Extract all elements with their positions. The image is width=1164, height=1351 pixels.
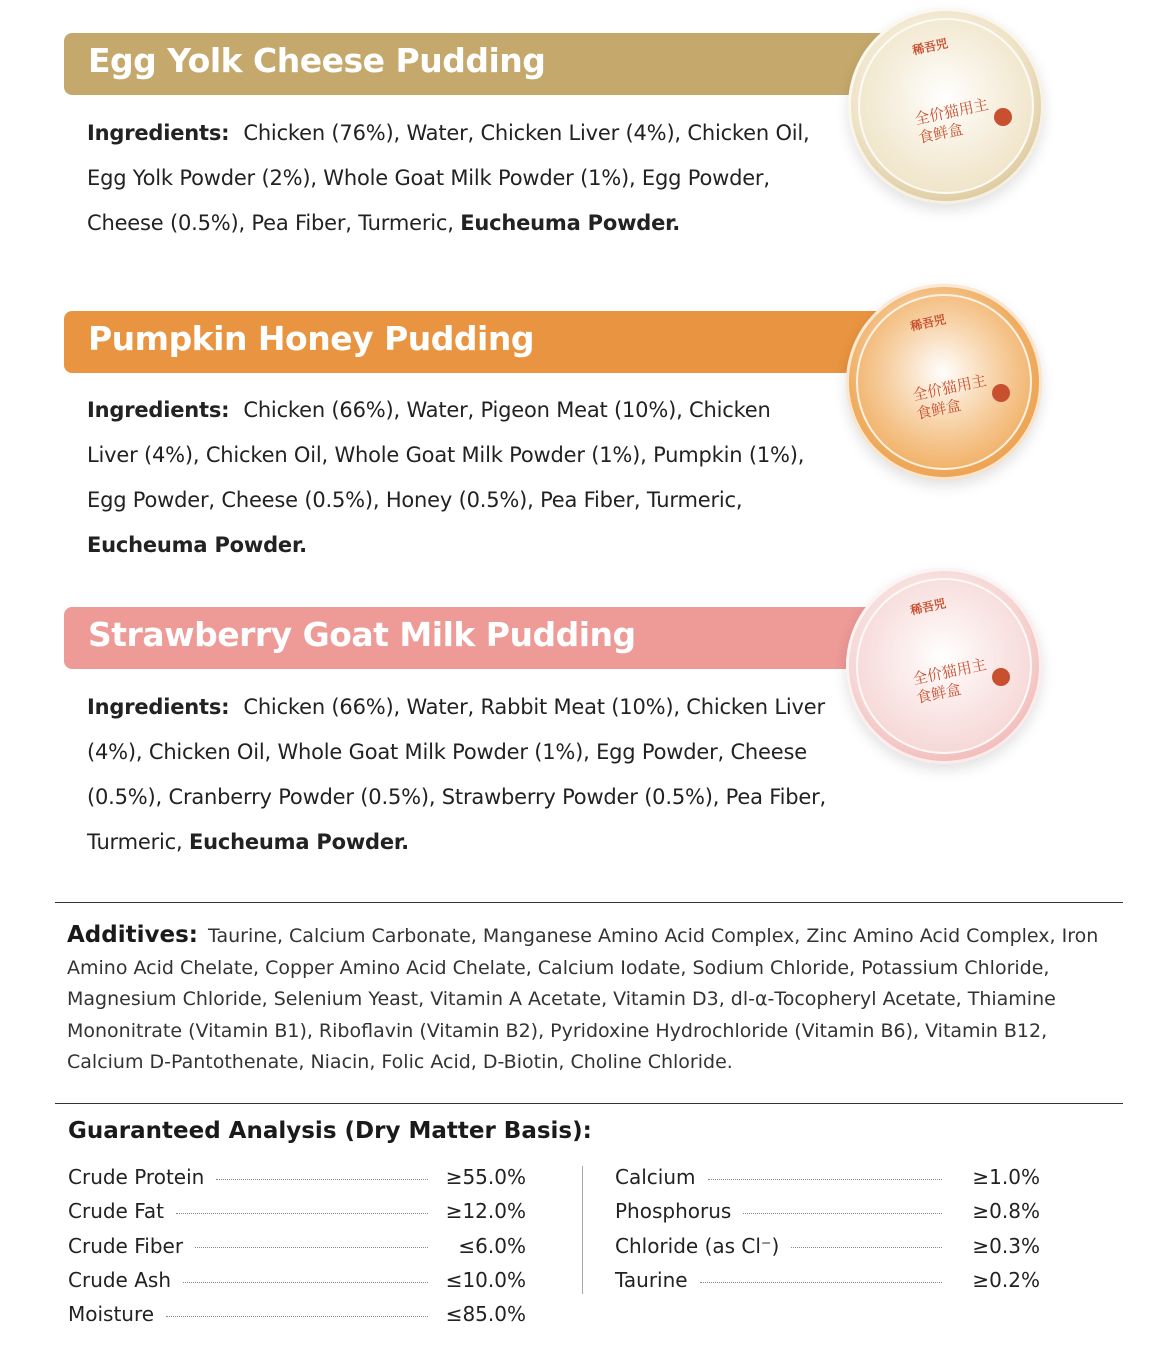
analysis-left-column — [68, 1160, 526, 1331]
analysis-title: Guaranteed Analysis (Dry Matter Basis): — [68, 1118, 592, 1144]
product-title: Egg Yolk Cheese Pudding — [88, 41, 546, 80]
ingredients-bold-text: Eucheuma Powder. — [188, 830, 409, 854]
analysis-name: Crude Fiber — [68, 1233, 184, 1258]
dot-leader — [708, 1179, 943, 1180]
ingredients-bold-text: Eucheuma Powder. — [460, 211, 681, 235]
cup-product-name: 全价猫用主食鲜盒 — [912, 95, 991, 147]
dot-leader — [743, 1213, 942, 1214]
analysis-row — [615, 1229, 1040, 1263]
product-title: Strawberry Goat Milk Pudding — [88, 615, 636, 654]
analysis-name: Phosphorus — [615, 1199, 732, 1224]
section-divider — [55, 902, 1123, 903]
ingredients-text: Chicken (66%), Water, Pigeon Meat (10%), Chicken Liver (4%), Chicken Oil, Whole Goat Milk Powder (1%), Pumpkin (1%), Egg Powder, Cheese (0.5%), Honey (0.5%), Pea Fiber, Turmeric, — [87, 398, 805, 512]
cup-badge-icon — [994, 108, 1012, 126]
analysis-row — [615, 1263, 1040, 1297]
analysis-value: ≤6.0% — [458, 1233, 526, 1258]
analysis-value: ≥0.2% — [972, 1268, 1040, 1293]
cup-badge-icon — [992, 668, 1010, 686]
dot-leader — [791, 1247, 942, 1248]
dot-leader — [216, 1179, 428, 1180]
ingredients-label: Ingredients: — [87, 695, 230, 719]
analysis-row — [68, 1194, 526, 1228]
analysis-value: ≤10.0% — [445, 1268, 526, 1293]
section-divider — [55, 1103, 1123, 1104]
cup-brand-logo: 稀吾兕 — [911, 36, 950, 58]
analysis-row — [68, 1297, 526, 1331]
ingredients-paragraph — [87, 111, 847, 246]
dot-leader — [195, 1247, 428, 1248]
cup-product-name: 全价猫用主食鲜盒 — [910, 371, 989, 423]
analysis-name: Chloride (as Cl⁻) — [615, 1233, 780, 1258]
analysis-right-column — [615, 1160, 1040, 1297]
ingredients-paragraph — [87, 388, 807, 568]
analysis-row — [615, 1160, 1040, 1194]
additives-text: Taurine, Calcium Carbonate, Manganese Amino Acid Complex, Zinc Amino Acid Complex, Iron Amino Acid Chelate, Copper Amino Acid Chelate, Calcium Iodate, Sodium Chloride, Potassium Chloride, Magnesium Chloride, Selenium Yeast, Vitamin A Acetate, Vitamin D3, dl-α-Tocopheryl Acetate, Thiamine Mononitrate (Vitamin B1), Riboflavin (Vitamin B2), Pyridoxine Hydrochloride (Vitamin B6), Vitamin B12, Calcium D-Pantothenate, Niacin, Folic Acid, D-Biotin, Choline Chloride. — [67, 925, 1099, 1073]
ingredients-text: Chicken (66%), Water, Rabbit Meat (10%), Chicken Liver (4%), Chicken Oil, Whole Goat Milk Powder (1%), Egg Powder, Cheese (0.5%), Cranberry Powder (0.5%), Strawberry Powder (0.5%), Pea Fiber, Turmeric, — [87, 695, 827, 854]
product-cup-image — [848, 8, 1044, 204]
ingredients-paragraph — [87, 685, 847, 865]
product-cup-image — [846, 568, 1042, 764]
product-title: Pumpkin Honey Pudding — [88, 319, 534, 358]
dot-leader — [700, 1282, 942, 1283]
analysis-name: Crude Protein — [68, 1165, 205, 1190]
product-cup-image — [846, 284, 1042, 480]
additives-label: Additives: — [67, 922, 198, 948]
analysis-row — [68, 1160, 526, 1194]
analysis-value: ≤85.0% — [445, 1302, 526, 1327]
cup-product-name: 全价猫用主食鲜盒 — [910, 655, 989, 707]
analysis-name: Moisture — [68, 1302, 155, 1327]
analysis-row — [68, 1229, 526, 1263]
dot-leader — [166, 1316, 428, 1317]
analysis-value: ≥0.3% — [972, 1233, 1040, 1258]
analysis-row — [68, 1263, 526, 1297]
dot-leader — [176, 1213, 428, 1214]
analysis-value: ≥12.0% — [445, 1199, 526, 1224]
analysis-name: Calcium — [615, 1165, 696, 1190]
analysis-value: ≥1.0% — [972, 1165, 1040, 1190]
additives-paragraph — [67, 920, 1117, 1079]
analysis-name: Crude Ash — [68, 1268, 171, 1293]
dot-leader — [183, 1282, 428, 1283]
ingredients-bold-text: Eucheuma Powder. — [87, 533, 307, 557]
analysis-column-separator — [582, 1166, 583, 1294]
ingredients-label: Ingredients: — [87, 121, 230, 145]
analysis-value: ≥0.8% — [972, 1199, 1040, 1224]
cup-badge-icon — [992, 384, 1010, 402]
analysis-name: Taurine — [615, 1268, 688, 1293]
cup-brand-logo: 稀吾兕 — [909, 312, 948, 334]
cup-brand-logo: 稀吾兕 — [909, 596, 948, 618]
analysis-value: ≥55.0% — [445, 1165, 526, 1190]
analysis-row — [615, 1194, 1040, 1228]
ingredients-label: Ingredients: — [87, 398, 230, 422]
ingredients-text: Chicken (76%), Water, Chicken Liver (4%), Chicken Oil, Egg Yolk Powder (2%), Whole Goat Milk Powder (1%), Egg Powder, Cheese (0.5%), Pea Fiber, Turmeric, — [87, 121, 810, 235]
analysis-name: Crude Fat — [68, 1199, 164, 1224]
